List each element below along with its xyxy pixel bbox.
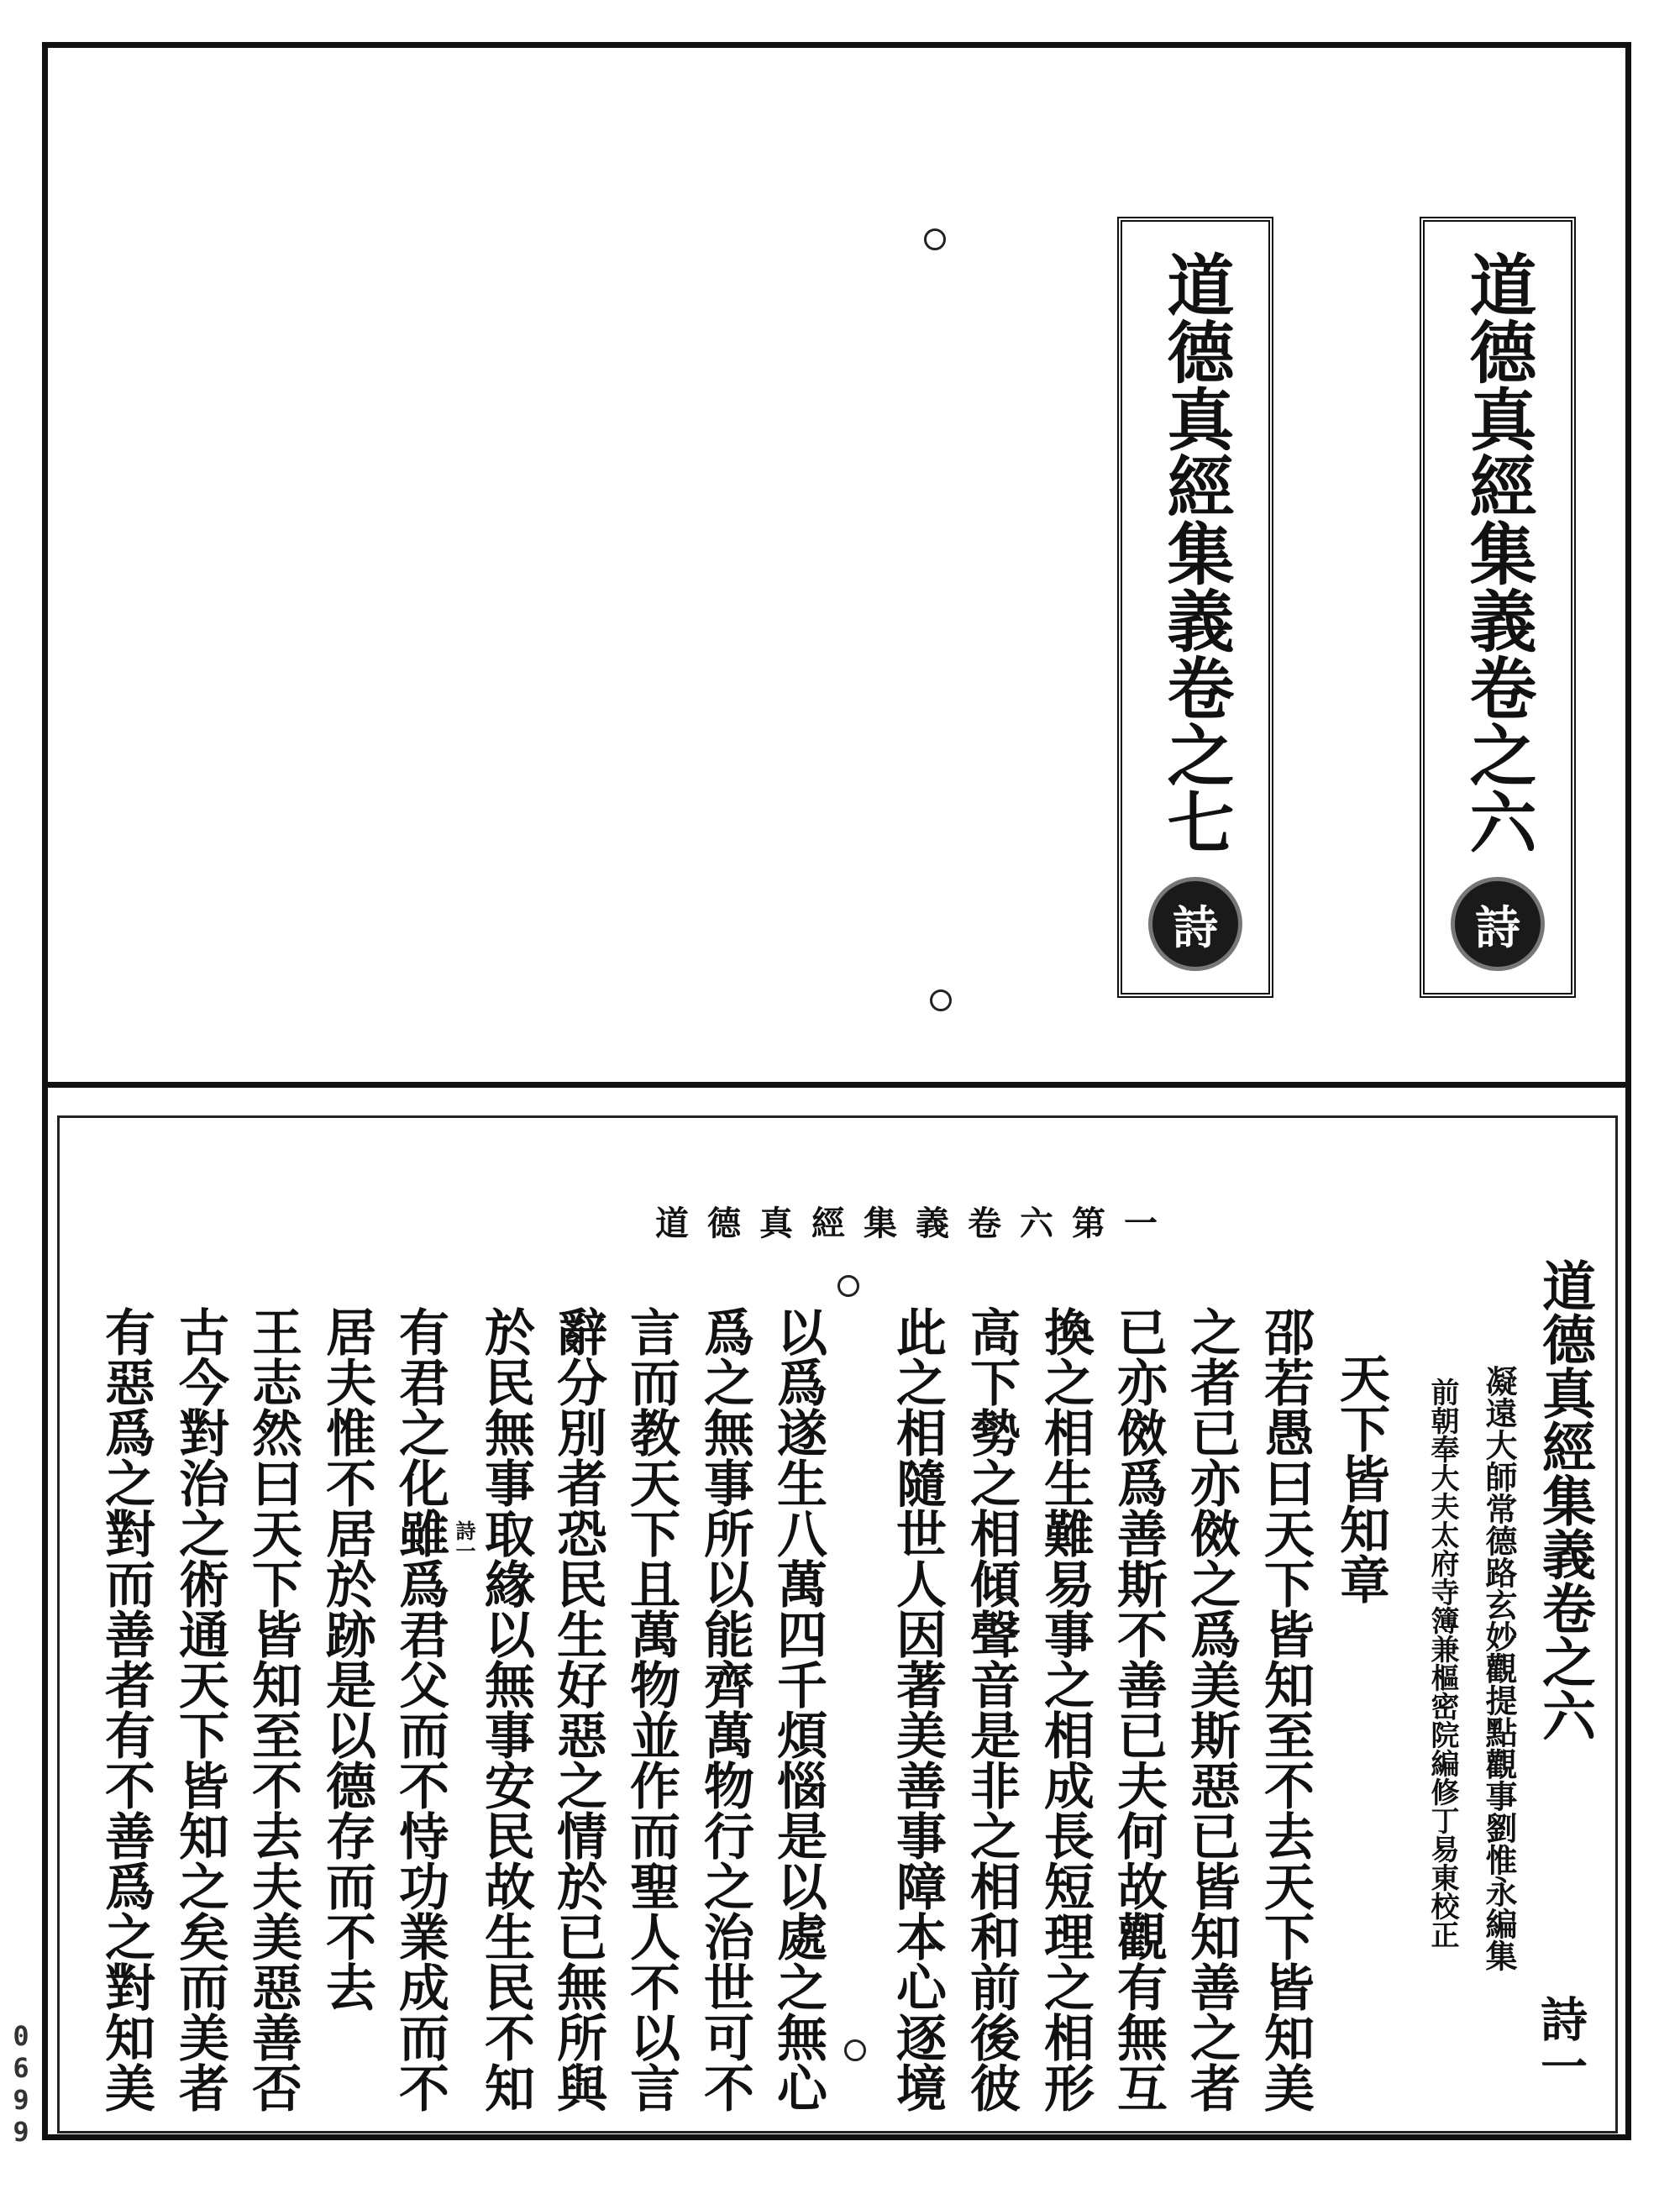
page-divider [48, 1082, 1627, 1088]
text-column: 辭分別者恐民生好惡之情於已無所與 [549, 1306, 607, 2112]
text-column: 此之相隨世人因著美善事障本心逐境 [888, 1306, 947, 2112]
binding-hole-text-2 [844, 2039, 866, 2061]
text-column: 高下勢之相傾聲音是非之相和前後彼 [962, 1306, 1021, 2112]
folio-mark: 詩一 [1533, 1995, 1588, 2089]
cover-label-right [1420, 217, 1576, 998]
text-column: 言而教天下且萬物並作而聖人不以言 [622, 1306, 680, 2112]
gutter-mark: 詩一 [452, 1520, 476, 1561]
seal-right: 詩 [1451, 877, 1545, 971]
main-title: 道德真經集義卷之六 [1533, 1258, 1596, 1742]
page-number: 0699 [5, 2020, 37, 2148]
text-column: 有君之化雖爲君父而不恃功業成而不 [391, 1306, 449, 2112]
text-column: 以爲遂生八萬四千煩惱是以處之無心 [769, 1306, 827, 2112]
proofreader-line: 前朝奉大夫太府寺簿兼樞密院編修丁易東校正 [1425, 1378, 1459, 1949]
cover-label-left [1117, 217, 1273, 998]
text-column: 有惡爲之對而善者有不善爲之對知美 [97, 1306, 155, 2112]
cover-title-right: 道德真經集義卷之六 [1458, 250, 1537, 855]
seal-left: 詩 [1148, 877, 1242, 971]
text-column: 已亦傚爲善斯不善已夫何故觀有無互 [1109, 1306, 1168, 2112]
cover-title-left: 道德真經集義卷之七 [1156, 250, 1235, 855]
compiler-line: 凝遠大師常德路玄妙觀提點觀事劉惟永編集 [1480, 1365, 1518, 1971]
text-column: 換之相生難易事之相成長短理之相形 [1036, 1306, 1095, 2112]
binding-hole-top [924, 228, 946, 250]
text-column: 之者已亦傚之爲美斯惡已皆知善之者 [1182, 1306, 1241, 2112]
text-column: 於民無事取緣以無事安民故生民不知 [476, 1306, 535, 2112]
text-column: 古今對治之術通天下皆知之矣而美者 [171, 1306, 229, 2112]
chapter-title: 天下皆知章 [1331, 1352, 1390, 1604]
binding-hole-text [837, 1275, 859, 1297]
text-column: 王志然曰天下皆知至不去夫美惡善否 [244, 1306, 302, 2112]
text-column: 邵若愚曰天下皆知至不去天下皆知美 [1256, 1306, 1315, 2112]
running-header: 道德真經集義卷六第一 [655, 1204, 1176, 1243]
binding-hole-bottom [930, 989, 952, 1011]
text-column: 爲之無事所以能齊萬物行之治世可不 [696, 1306, 754, 2112]
text-column: 居夫惟不居於跡是以德存而不去 [318, 1306, 376, 2012]
